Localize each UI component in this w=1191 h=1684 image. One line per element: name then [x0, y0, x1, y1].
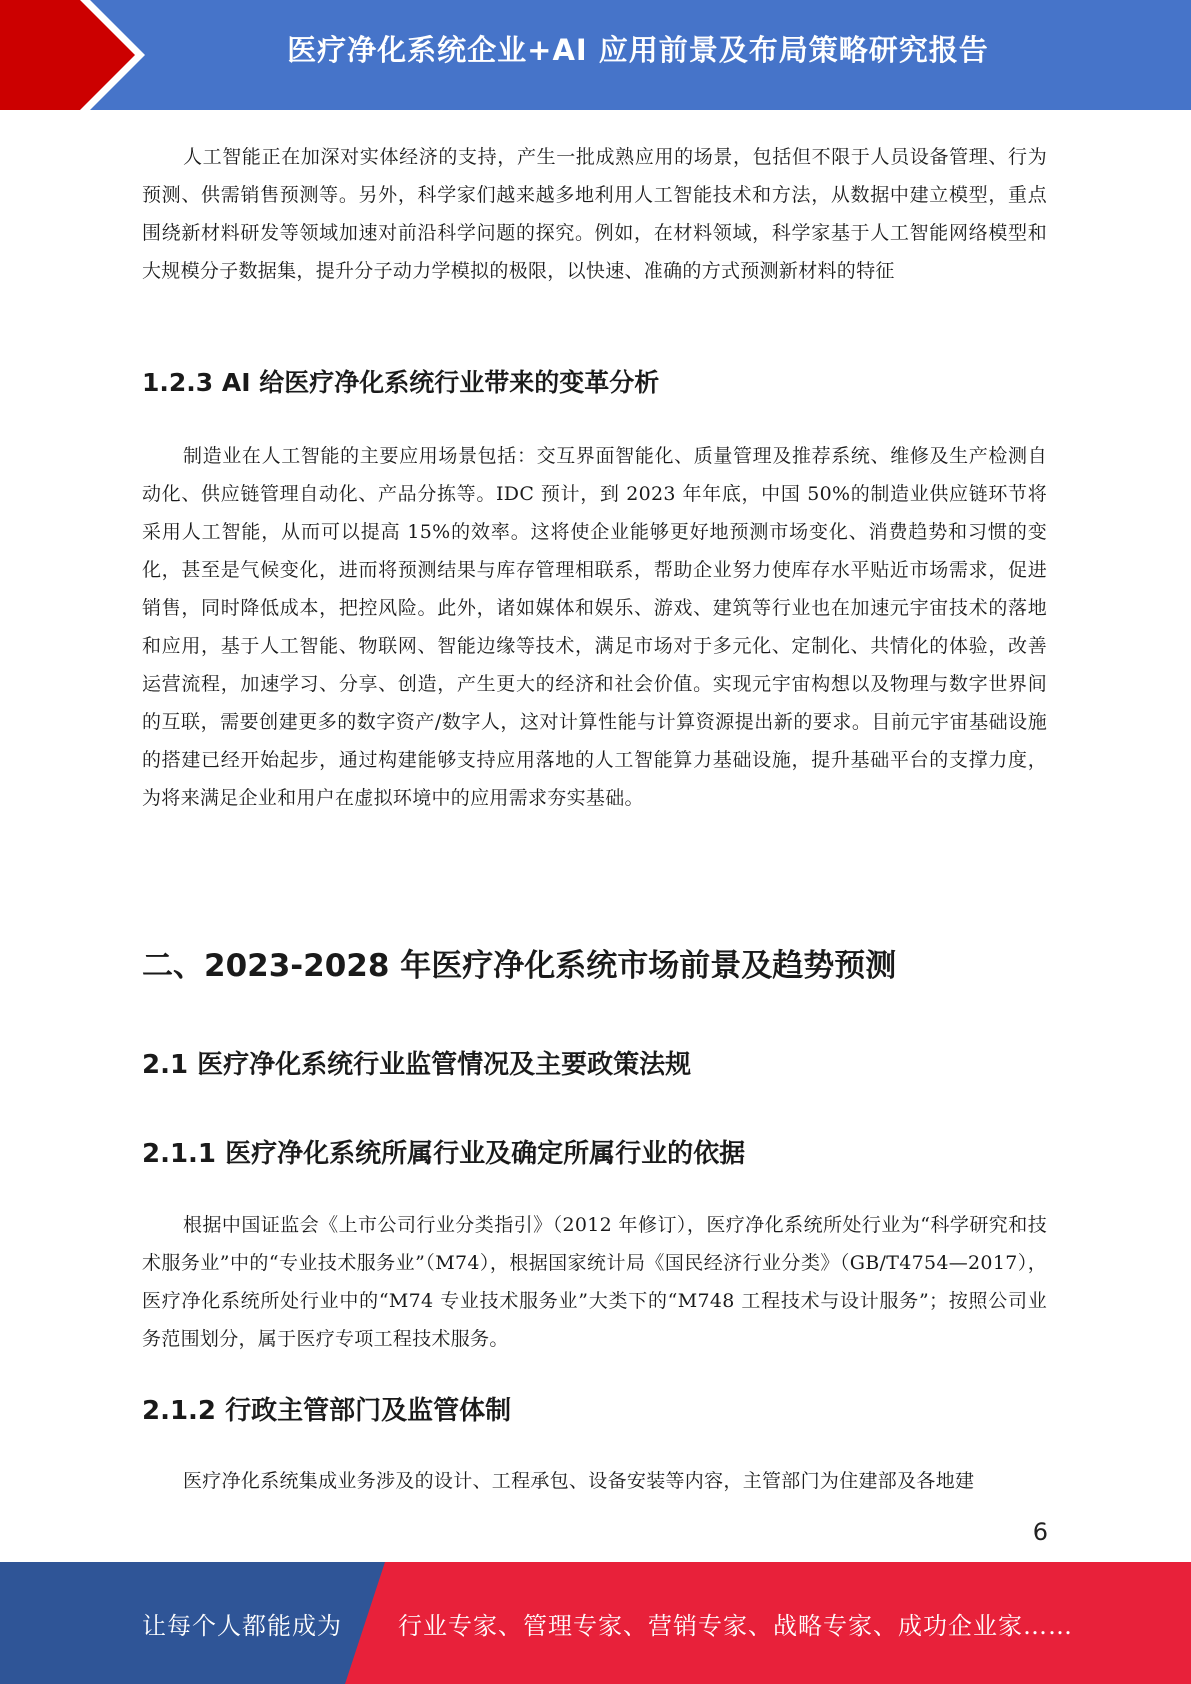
page-footer-banner [0, 1562, 1191, 1684]
page-header-banner [0, 0, 1191, 110]
heading-2-1-1: 2.1.1 医疗净化系统所属行业及确定所属行业的依据 [142, 1139, 746, 1169]
heading-1-2-3: 1.2.3 AI 给医疗净化系统行业带来的变革分析 [142, 368, 660, 397]
paragraph-manufacturing-ai: 制造业在人工智能的主要应用场景包括：交互界面智能化、质量管理及推荐系统、维修及生产检测自动化、供应链管理自动化、产品分拣等。IDC 预计，到 2023 年年底，中国 50%的制造业供应链环节将采用人工智能，从而可以提高 15%的效率。这将使企业能够更好地预测市场变化、消费趋势和习惯的变化，甚至是气候变化，进而将预测结果与库存管理相联系，帮助企业努力使库存水平贴近市场需求，促进销售，同时降低成本，把控风险。此外，诸如媒体和娱乐、游戏、建筑等行业也在加速元宇宙技术的落地和应用，基于人工智能、物联网、智能边缘等技术，满足市场对于多元化、定制化、共情化的体验，改善运营流程，加速学习、分享、创造，产生更大的经济和社会价值。实现元宇宙构想以及物理与数字世界间的互联，需要创建更多的数字资产/数字人，这对计算性能与计算资源提出新的要求。目前元宇宙基础设施的搭建已经开始起步，通过构建能够支持应用落地的人工智能算力基础设施，提升基础平台的支撑力度，为将来满足企业和用户在虚拟环境中的应用需求夯实基础。 [142, 445, 1047, 809]
heading-2-1-2: 2.1.2 行政主管部门及监管体制 [142, 1396, 512, 1426]
heading-2-1: 2.1 医疗净化系统行业监管情况及主要政策法规 [142, 1050, 692, 1080]
paragraph-industry-classification: 根据中国证监会《上市公司行业分类指引》（2012 年修订），医疗净化系统所处行业为“科学研究和技术服务业”中的“专业技术服务业”（M74），根据国家统计局《国民经济行业分类》（GB/T4754—2017），医疗净化系统所处行业中的“M74 专业技术服务业”大类下的“M748 工程技术与设计服务”；按照公司业务范围划分，属于医疗专项工程技术服务。 [142, 1214, 1047, 1350]
paragraph-regulatory-authority: 医疗净化系统集成业务涉及的设计、工程承包、设备安装等内容，主管部门为住建部及各地建 [183, 1470, 975, 1492]
page-number: 6 [1032, 1518, 1048, 1546]
footer-slogan-left: 让每个人都能成为 [142, 1612, 342, 1640]
footer-slogan-right: 行业专家、管理专家、营销专家、战略专家、成功企业家…… [398, 1612, 1073, 1640]
heading-chapter-2: 二、2023-2028 年医疗净化系统市场前景及趋势预测 [142, 948, 897, 984]
report-title: 医疗净化系统企业+AI 应用前景及布局策略研究报告 [287, 33, 989, 67]
paragraph-ai-applications: 人工智能正在加深对实体经济的支持，产生一批成熟应用的场景，包括但不限于人员设备管理、行为预测、供需销售预测等。另外，科学家们越来越多地利用人工智能技术和方法，从数据中建立模型，重点围绕新材料研发等领域加速对前沿科学问题的探究。例如，在材料领域，科学家基于人工智能网络模型和大规模分子数据集，提升分子动力学模拟的极限，以快速、准确的方式预测新材料的特征 [142, 146, 1047, 282]
